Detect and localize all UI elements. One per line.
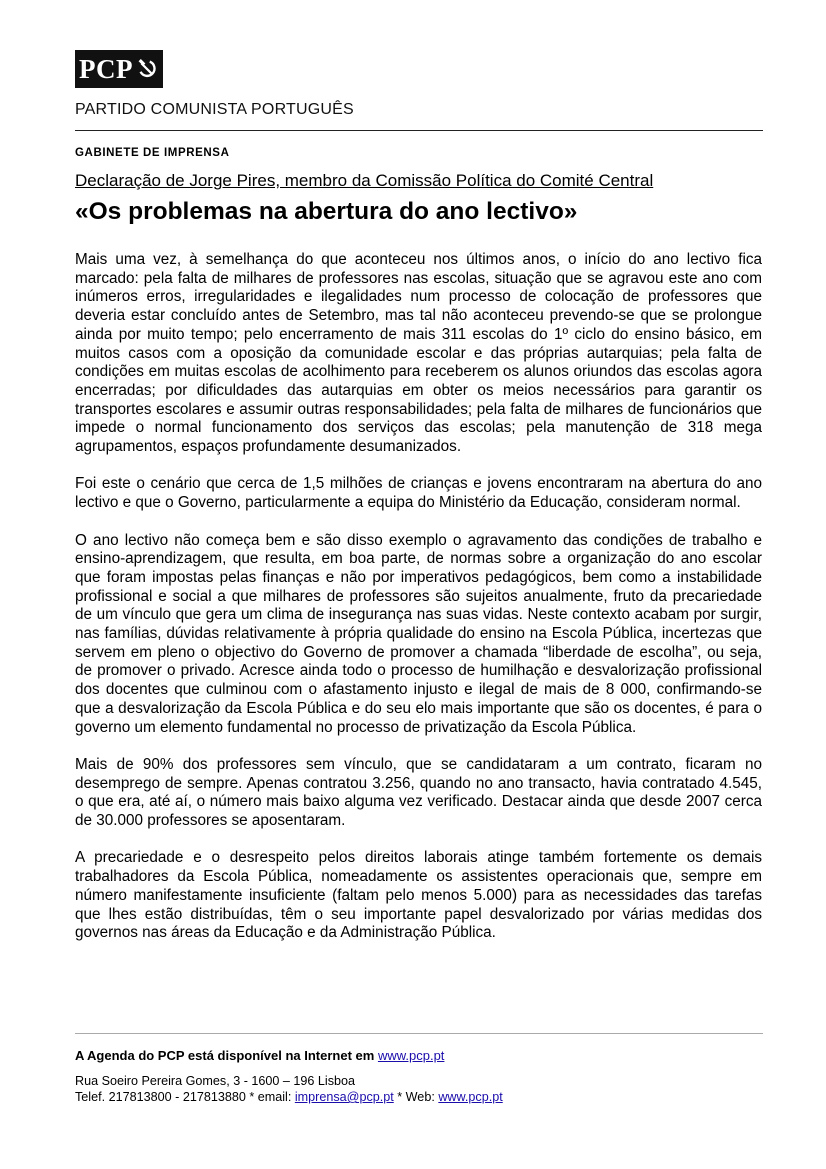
email-link[interactable]: imprensa@pcp.pt <box>294 1090 394 1104</box>
article-body <box>75 251 762 962</box>
logo-text: PCP <box>79 54 133 84</box>
hammer-sickle-icon <box>136 58 158 80</box>
agenda-text: A Agenda do PCP está disponível na Internet em <box>75 1048 375 1063</box>
paragraph: Mais uma vez, à semelhança do que aconteceu nos últimos anos, o início do ano lectivo fica marcado: pela falta de milhares de professores nas escolas, situação que se agravou este ano com inúmeros erros, irregularidades e ilegalidades num processo de colocação de professores que deveria estar concluído antes de Setembro, mas tal não aconteceu prevendo-se que se prolongue ainda por muito tempo; pelo encerramento de mais 311 escolas do 1º ciclo do ensino básico, em muitos casos com a oposição da comunidade escolar e das próprias autarquias; pela falta de condições em muitas escolas de acolhimento para receberem os alunos oriundos das escolas agora encerradas; por dificuldades das autarquias em obter os meios necessários para garantir os transportes escolares e assumir outras responsabilidades; pela falta de milhares de funcionários que impede o normal funcionamento dos serviços das escolas; pela manutenção de 318 mega agrupamentos, espaços profundamente desumanizados. <box>75 251 762 456</box>
footer-divider <box>75 1033 763 1034</box>
website-link[interactable]: www.pcp.pt <box>377 1048 445 1063</box>
page-title: «Os problemas na abertura do ano lectivo» <box>75 198 578 225</box>
phone-text: Telef. 217813800 - 217813880 * email: <box>75 1090 292 1104</box>
paragraph: Foi este o cenário que cerca de 1,5 milhões de crianças e jovens encontraram na abertura do ano lectivo e que o Governo, particularmente a equipa do Ministério da Educação, consideram normal. <box>75 475 762 512</box>
footer-contact <box>75 1090 503 1104</box>
declaration-subtitle: Declaração de Jorge Pires, membro da Comissão Política do Comité Central <box>75 171 654 190</box>
paragraph: A precariedade e o desrespeito pelos direitos laborais atinge também fortemente os demais trabalhadores da Escola Pública, nomeadamente os assistentes operacionais que, sempre em número manifestamente insuficiente (faltam pelo menos 5.000) para as necessidades das tarefas que lhes estão distribuídas, têm o seu importante papel desvalorizado por várias medidas dos governos nas áreas da Educação e da Administração Pública. <box>75 849 762 942</box>
paragraph: Mais de 90% dos professores sem vínculo, que se candidataram a um contrato, ficaram no desemprego de sempre. Apenas contratou 3.256, quando no ano transacto, havia contratado 4.545, o que era, até aí, o número mais baixo alguma vez verificado. Destacar ainda que desde 2007 cerca de 30.000 professores se aposentaram. <box>75 755 762 830</box>
web-prefix: * Web: <box>397 1090 435 1104</box>
footer-address: Rua Soeiro Pereira Gomes, 3 - 1600 – 196 Lisboa <box>75 1074 356 1088</box>
pcp-logo <box>75 50 163 88</box>
footer-agenda <box>75 1048 444 1063</box>
header-divider <box>75 130 763 131</box>
section-label: GABINETE DE IMPRENSA <box>75 147 230 159</box>
party-name: PARTIDO COMUNISTA PORTUGUÊS <box>75 101 354 118</box>
paragraph: O ano lectivo não começa bem e são disso exemplo o agravamento das condições de trabalho e ensino-aprendizagem, que resulta, em boa parte, de normas sobre a organização do ano escolar que foram impostas pelas finanças e não por imperativos pedagógicos, bem como a instabilidade profissional e social a que milhares de professores são sujeitos anualmente, fruto da precariedade de um vínculo que gera um clima de insegurança nas suas vidas. Neste contexto acabam por surgir, nas famílias, dúvidas relativamente à própria qualidade do ensino na Escola Pública, incertezas que servem em pleno o objectivo do Governo de promover a chamada “liberdade de escolha”, ou seja, de promover o privado. Acresce ainda todo o processo de humilhação e desvalorização profissional dos docentes que culminou com o afastamento injusto e ilegal de mais de 8 000, confirmando-se que a desvalorização da Escola Pública e do seu elo mais importante que são os docentes, é para o governo um elemento fundamental no processo de privatização da Escola Pública. <box>75 531 762 736</box>
web-link[interactable]: www.pcp.pt <box>438 1090 503 1104</box>
